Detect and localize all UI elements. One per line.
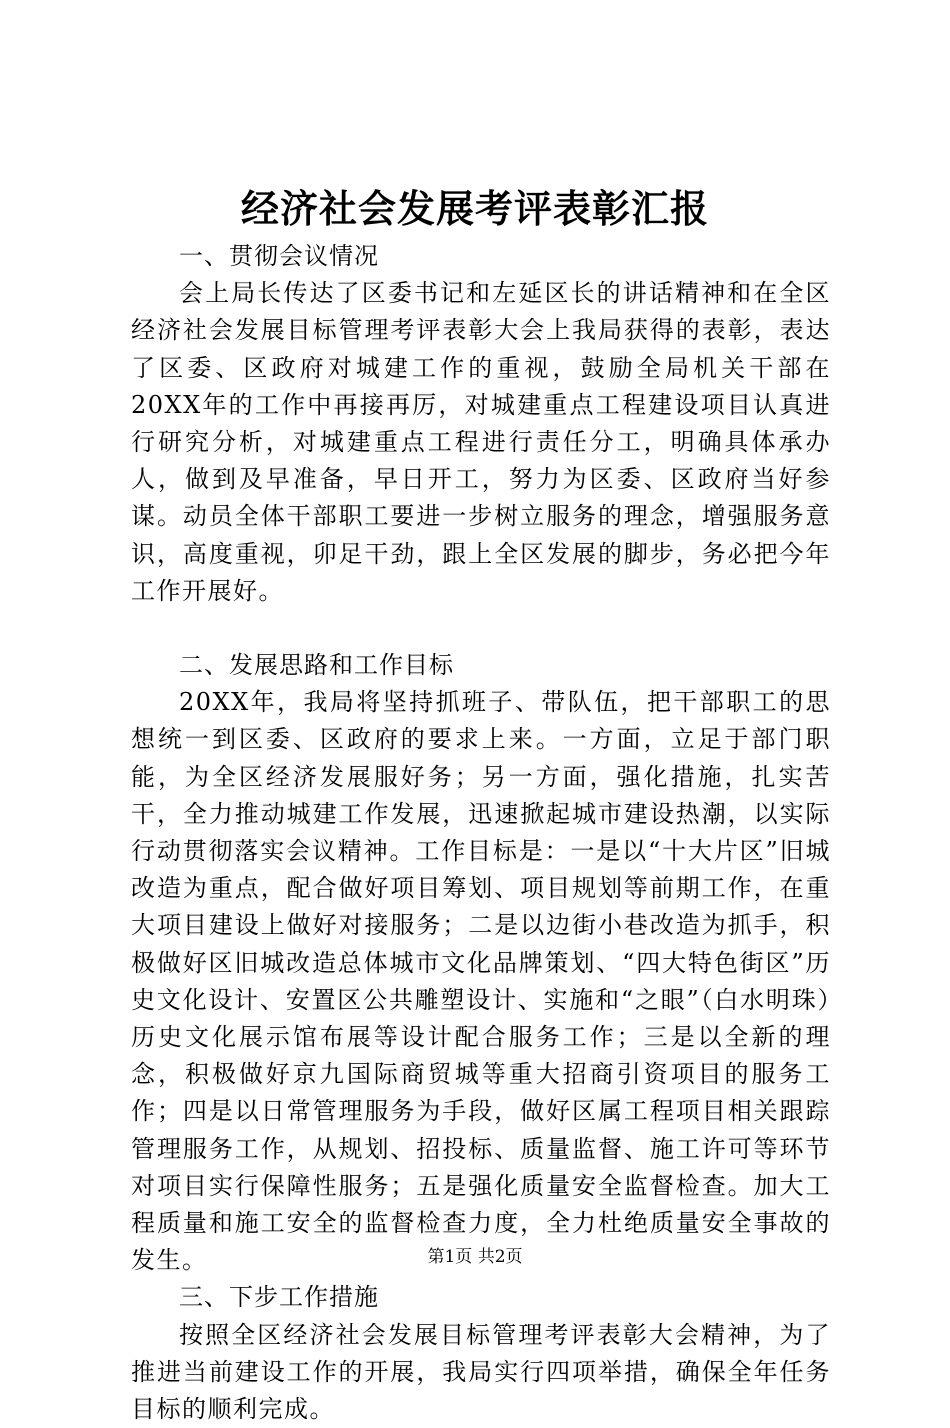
paragraph-spacer bbox=[131, 610, 831, 647]
section-heading: 一、贯彻会议情况 bbox=[179, 242, 379, 270]
section-heading: 三、下步工作措施 bbox=[179, 1283, 379, 1312]
section-paragraph: 会上局长传达了区委书记和左延区长的讲话精神和在全区经济社会发展目标管理考评表彰大会上我局获得的表彰，表达了区委、区政府对城建工作的重视，鼓励全局机关干部在20XX年的工作中再接再厉，对城建重点工程建设项目认真进行研究分析，对城建重点工程进行责任分工，明确具体承办人，做到及早准备，早日开工，努力为区委、区政府当好参谋。动员全体干部职工要进一步树立服务的理念，增强服务意识，高度重视，卯足干劲，跟上全区发展的脚步，务必把今年工作开展好。 bbox=[131, 279, 831, 605]
section-heading: 二、发展思路和工作目标 bbox=[179, 651, 454, 680]
section-paragraph: 按照全区经济社会发展目标管理考评表彰大会精神，为了推进当前建设工作的开展，我局实行四项举措，确保全年任务目标的顺利完成。 bbox=[131, 1320, 831, 1424]
page-indicator: 第1页 共2页 bbox=[427, 1247, 523, 1267]
document-title: 经济社会发展考评表彰汇报 bbox=[240, 186, 709, 231]
section-paragraph: 20XX年，我局将坚持抓班子、带队伍，把干部职工的思想统一到区委、区政府的要求上来。一方面，立足于部门职能，为全区经济发展服好务；另一方面，强化措施，扎实苦干，全力推动城建工作发展，迅速掀起城市建设热潮，以实际行动贯彻落实会议精神。工作目标是：一是以“十大片区”旧城改造为重点，配合做好项目筹划、项目规划等前期工作，在重大项目建设上做好对接服务；二是以边街小巷改造为抓手，积极做好区旧城改造总体城市文化品牌策划、“四大特色街区”历史文化设计、安置区公共雕塑设计、实施和“之眼”（白水明珠）历史文化展示馆布展等设计配合服务工作；三是以全新的理念，积极做好京九国际商贸城等重大招商引资项目的服务工作；四是以日常管理服务为手段，做好区属工程项目相关跟踪管理服务工作，从规划、招投标、质量监督、施工许可等环节对项目实行保障性服务；五是强化质量安全监督检查。加大工程质量和施工安全的监督检查力度，全力杜绝质量安全事故的发生。 bbox=[131, 688, 831, 1275]
